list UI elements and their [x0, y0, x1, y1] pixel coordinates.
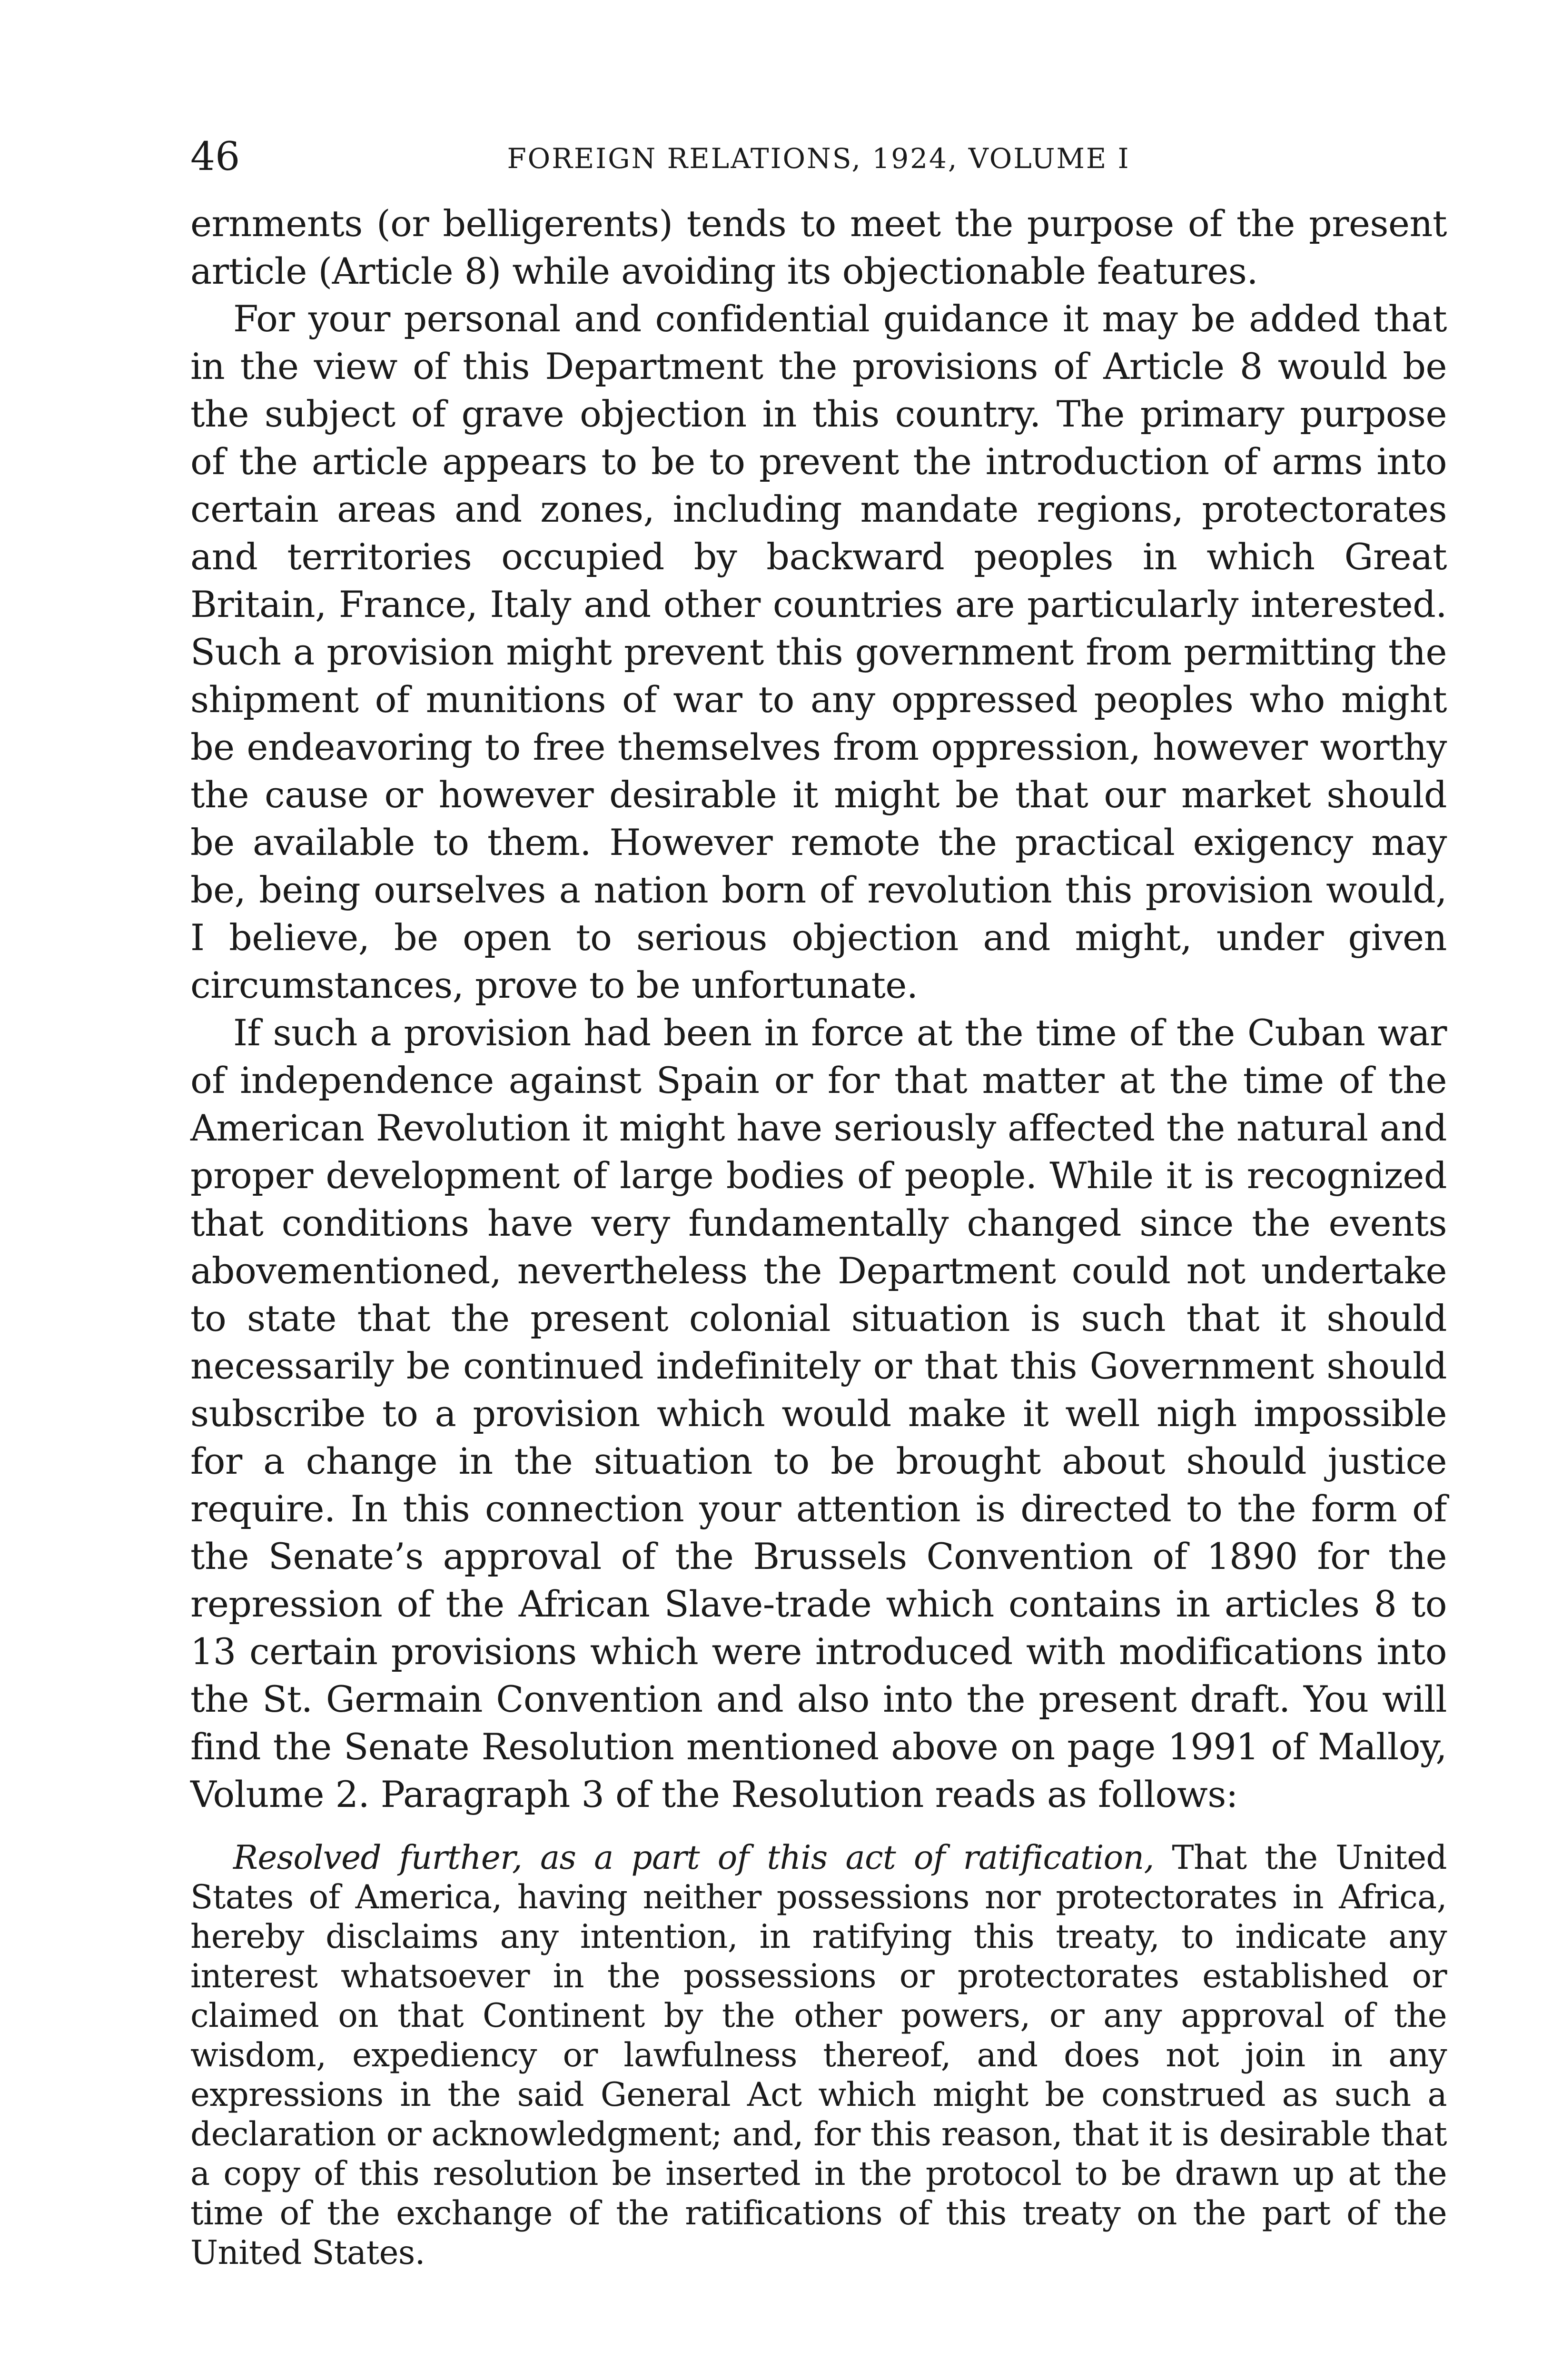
page-header-title: FOREIGN RELATIONS, 1924, VOLUME I	[507, 142, 1130, 175]
quote-italic-lead: Resolved further, as a part of this act of ratification,	[233, 1839, 1154, 1877]
running-head	[190, 133, 1447, 181]
paragraph-continuation: ernments (or belligerents) tends to meet the purpose of the present article (Article 8) while avoiding its objectionable features.	[190, 202, 1447, 292]
senate-resolution-quote	[190, 1838, 1447, 2273]
quote-text: That the United States of America, having neither possessions nor protectorates in Africa, hereby disclaims any intention, in ratifying this treaty, to indicate any interest whatsoever in the possessions or protectorates established or claimed on that Continent by the other powers, or any approval of the wisdom, expediency or lawfulness thereof, and does not join in any expressions in the said General Act which might be construed as such a declaration or acknowledgment; and, for this reason, that it is desirable that a copy of this resolution be inserted in the protocol to be drawn up at the time of the exchange of the ratifications of this treaty on the part of the United States.	[190, 1839, 1447, 2272]
page-number: 46	[190, 134, 240, 179]
paragraph: For your personal and confidential guidance it may be added that in the view of this Department the provisions of Article 8 would be the subject of grave objection in this country. The primary purpose of the article appears to be to prevent the introduction of arms into certain areas and zones, including mandate regions, protectorates and territories occupied by backward peoples in which Great Britain, France, Italy and other countries are particularly interested. Such a provision might prevent this government from permitting the shipment of munitions of war to any oppressed peoples who might be endeavoring to free themselves from oppression, however worthy the cause or however desirable it might be that our market should be available to them. However remote the practical exigency may be, being ourselves a nation born of revolution this provision would, I believe, be open to serious objection and might, under given circumstances, prove to be unfortunate.	[190, 298, 1447, 1006]
paragraph: If such a provision had been in force at the time of the Cuban war of independence against Spain or for that matter at the time of the American Revolution it might have seriously affected the natural and proper development of large bodies of people. While it is recognized that conditions have very fundamentally changed since the events abovementioned, nevertheless the Department could not undertake to state that the present colonial situation is such that it should necessarily be continued indefinitely or that this Government should subscribe to a provision which would make it well nigh impossible for a change in the situation to be brought about should justice require. In this connection your attention is directed to the form of the Senate’s approval of the Brussels Convention of 1890 for the repression of the African Slave-trade which contains in articles 8 to 13 certain provisions which were introduced with modifications into the St. Germain Convention and also into the present draft. You will find the Senate Resolution mentioned above on page 1991 of Malloy, Volume 2. Paragraph 3 of the Resolution reads as follows:	[190, 1012, 1447, 1815]
body-text	[190, 200, 1447, 2273]
